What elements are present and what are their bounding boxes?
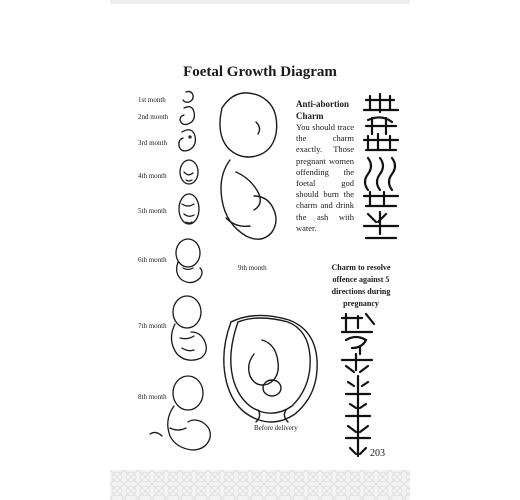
- anti-abortion-body: You should trace the charm exactly. Those pregnant women offending the foetal god should burn the charm and drink the ash with water.: [296, 122, 354, 233]
- month-label-6: 6th month: [138, 256, 167, 264]
- embryo-month-8: [150, 376, 210, 450]
- embryo-month-6: [176, 239, 202, 283]
- bottom-decorative-border: [110, 470, 410, 500]
- embryo-month-3: [179, 130, 196, 151]
- month-label-4: 4th month: [138, 172, 167, 180]
- month-label-3: 3rd month: [138, 139, 167, 147]
- anti-abortion-talisman: [358, 92, 418, 242]
- embryo-month-2: [180, 107, 194, 125]
- month-label-5: 5th month: [138, 207, 167, 215]
- embryo-month-4: [180, 160, 198, 184]
- foetus-month-9: [220, 93, 277, 239]
- page-number: 203: [370, 448, 385, 459]
- embryo-month-5: [179, 194, 199, 224]
- resolve-offence-heading: Charm to resolve offence against 5 directions during pregnancy: [331, 263, 391, 308]
- month-label-1: 1st month: [138, 96, 166, 104]
- resolve-offence-talisman: [336, 312, 386, 462]
- embryo-month-7: [171, 296, 206, 360]
- month-label-7: 7th month: [138, 322, 167, 330]
- month-label-2: 2nd month: [138, 113, 169, 121]
- page-title: Foetal Growth Diagram: [183, 64, 337, 80]
- caption-ninth-month: 9th month: [238, 264, 267, 272]
- month-label-8: 8th month: [138, 393, 167, 401]
- embryo-month-1: [183, 91, 193, 102]
- foetus-before-delivery: [224, 315, 317, 422]
- anti-abortion-heading: Anti-abortion Charm: [296, 99, 350, 121]
- caption-before-delivery: Before delivery: [254, 424, 298, 432]
